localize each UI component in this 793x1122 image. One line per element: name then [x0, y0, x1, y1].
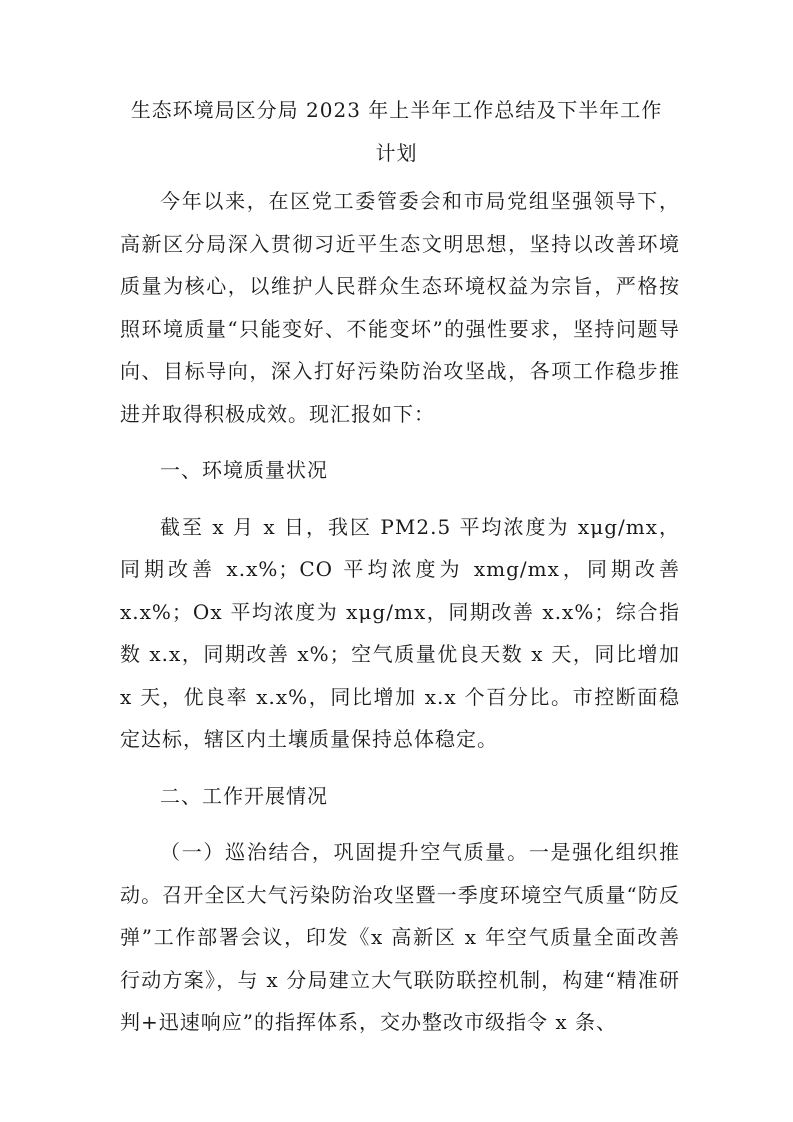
document-title-line-1: 生态环境局区分局 2023 年上半年工作总结及下半年工作: [130, 98, 663, 122]
document-body: [120, 180, 680, 1044]
section-heading-environment-quality: 一、环境质量状况: [160, 458, 328, 482]
environment-quality-paragraph: 截至 x 月 x 日，我区 PM2.5 平均浓度为 xμg/mx，同期改善 x.x%；CO 平均浓度为 xmg/mx，同期改善 x.x%；Ox 平均浓度为 xμg/mx，同期改善 x.x%；综合指数 x.x，同期改善 x%；空气质量优良天数 x 天，同比增加 x 天，优良率 x.x%，同比增加 x.x 个百分比。市控断面稳定达标，辖区内土壤质量保持总体稳定。: [120, 514, 680, 751]
document-title-line-2: 计划: [375, 141, 418, 165]
intro-paragraph: 今年以来，在区党工委管委会和市局党组坚强领导下，高新区分局深入贯彻习近平生态文明思想，坚持以改善环境质量为核心，以维护人民群众生态环境权益为宗旨，严格按照环境质量“只能变好、不能变坏”的强性要求，坚持问题导向、目标导向，深入打好污染防治攻坚战，各项工作稳步推进并取得积极成效。现汇报如下：: [120, 189, 680, 426]
work-progress-paragraph: （一）巡治结合，巩固提升空气质量。一是强化组织推动。召开全区大气污染防治攻坚暨一季度环境空气质量“防反弹”工作部署会议，印发《x 高新区 x 年空气质量全面改善行动方案》，与 x 分局建立大气联防联控机制，构建“精准研判+迅速响应”的指挥体系，交办整改市级指令 x 条、: [120, 840, 680, 1034]
section-heading-work-progress: 二、工作开展情况: [160, 783, 328, 808]
